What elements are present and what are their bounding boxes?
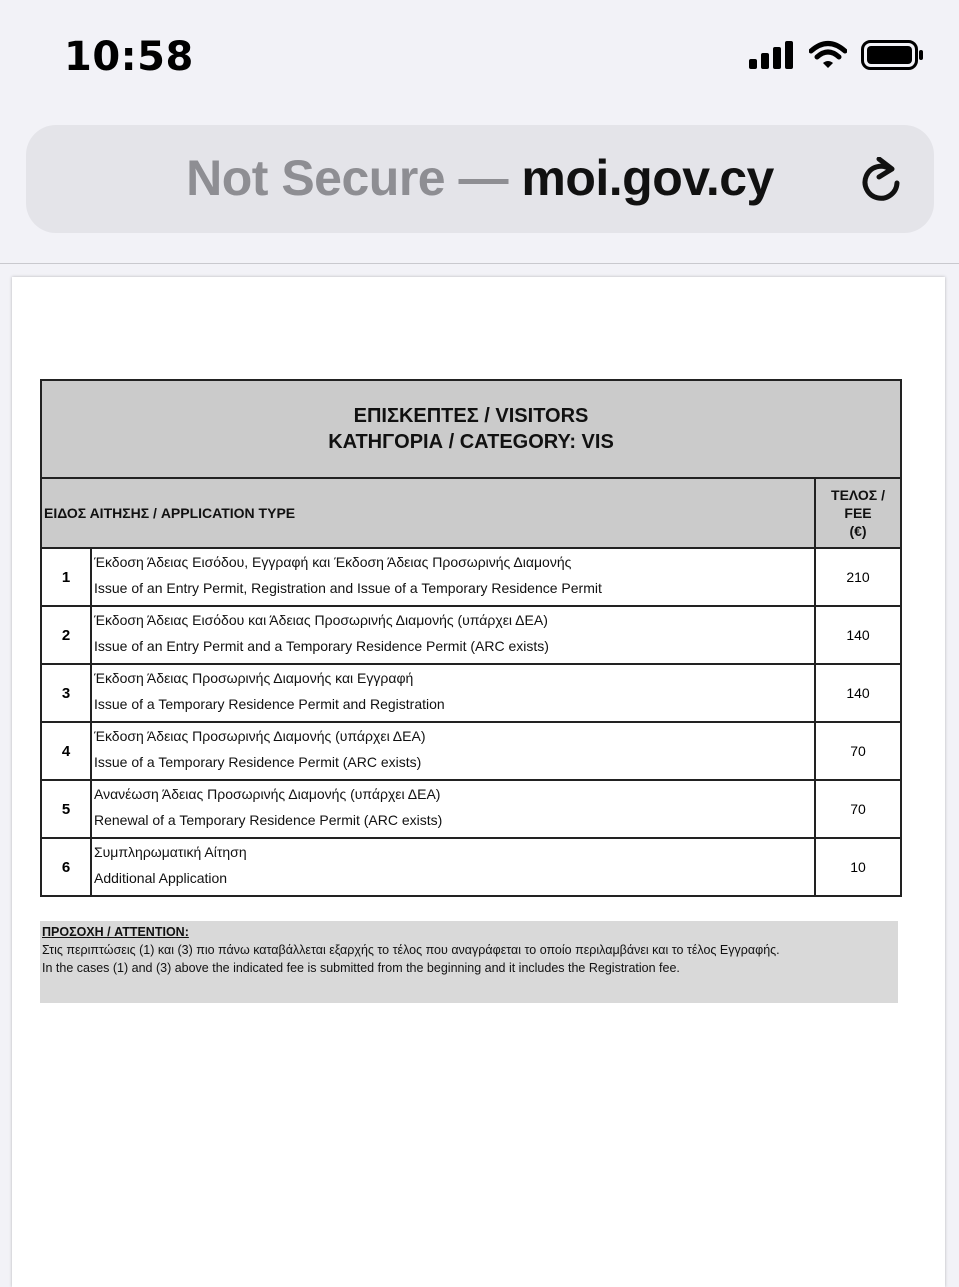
- row-english-text: Additional Application: [94, 870, 228, 886]
- row-fee: 10: [815, 838, 901, 896]
- row-description: [91, 606, 815, 664]
- reload-icon[interactable]: [860, 157, 904, 205]
- row-greek-text: Έκδοση Άδειας Εισόδου και Άδειας Προσωρινής Διαμονής (υπάρχει ΔΕΑ): [94, 612, 548, 628]
- row-english-text: Issue of a Temporary Residence Permit (ARC exists): [94, 754, 422, 770]
- row-description: [91, 548, 815, 606]
- row-number: 6: [41, 838, 91, 896]
- row-greek-text: Έκδοση Άδειας Προσωρινής Διαμονής και Εγγραφή: [94, 670, 414, 686]
- row-description: [91, 664, 815, 722]
- table-title-line2: ΚΑΤΗΓΟΡΙΑ / CATEGORY: VIS: [328, 431, 614, 453]
- row-number: 5: [41, 780, 91, 838]
- column-header-type: ΕΙΔΟΣ ΑΙΤΗΣΗΣ / APPLICATION TYPE: [41, 478, 815, 548]
- row-fee: 140: [815, 664, 901, 722]
- row-description: [91, 722, 815, 780]
- row-english-text: Issue of an Entry Permit, Registration and Issue of a Temporary Residence Permit: [94, 580, 602, 596]
- row-english-text: Issue of a Temporary Residence Permit and Registration: [94, 696, 445, 712]
- table-row: [41, 664, 901, 722]
- fee-header-line2: FEE: [844, 505, 872, 521]
- row-number: 2: [41, 606, 91, 664]
- row-greek-text: Ανανέωση Άδειας Προσωρινής Διαμονής (υπάρχει ΔΕΑ): [94, 786, 441, 802]
- toolbar-divider: [0, 263, 959, 264]
- not-secure-label: Not Secure —: [186, 150, 508, 206]
- url-domain: moi.gov.cy: [521, 150, 774, 206]
- fee-header-line3: (€): [849, 523, 867, 539]
- row-fee: 140: [815, 606, 901, 664]
- wifi-icon: [809, 40, 847, 70]
- attention-title: ΠΡΟΣΟΧΗ / ATTENTION:: [42, 925, 189, 939]
- table-row: [41, 548, 901, 606]
- table-title: [41, 380, 901, 478]
- table-row: [41, 838, 901, 896]
- table-title-line1: ΕΠΙΣΚΕΠΤΕΣ / VISITORS: [353, 405, 589, 427]
- table-row: [41, 780, 901, 838]
- status-time: 10:58: [64, 34, 194, 80]
- status-icons: [749, 40, 923, 70]
- column-header-fee: [815, 478, 901, 548]
- row-number: 4: [41, 722, 91, 780]
- document-page: [12, 277, 945, 1287]
- battery-icon: [861, 40, 923, 70]
- row-number: 1: [41, 548, 91, 606]
- table-row: [41, 606, 901, 664]
- address-bar[interactable]: [26, 125, 934, 233]
- row-english-text: Issue of an Entry Permit and a Temporary Residence Permit (ARC exists): [94, 638, 549, 654]
- row-fee: 70: [815, 780, 901, 838]
- row-description: [91, 838, 815, 896]
- row-english-text: Renewal of a Temporary Residence Permit (ARC exists): [94, 812, 443, 828]
- cellular-signal-icon: [749, 41, 795, 69]
- row-fee: 210: [815, 548, 901, 606]
- fee-table: [40, 379, 902, 897]
- row-greek-text: Έκδοση Άδειας Εισόδου, Εγγραφή και Έκδοση Άδειας Προσωρινής Διαμονής: [94, 554, 572, 570]
- url-text[interactable]: [26, 149, 934, 207]
- row-number: 3: [41, 664, 91, 722]
- attention-greek-text: Στις περιπτώσεις (1) και (3) πιο πάνω καταβάλλεται εξαρχής το τέλος που αναγράφεται το οποίο περιλαμβάνει και το τέλος Εγγραφής.: [42, 943, 780, 957]
- table-row: [41, 722, 901, 780]
- row-greek-text: Έκδοση Άδειας Προσωρινής Διαμονής (υπάρχει ΔΕΑ): [94, 728, 426, 744]
- attention-english-text: In the cases (1) and (3) above the indicated fee is submitted from the beginning and it includes the Registration fee.: [42, 961, 680, 975]
- row-description: [91, 780, 815, 838]
- status-bar: [0, 0, 959, 120]
- row-greek-text: Συμπληρωματική Αίτηση: [94, 844, 247, 860]
- attention-note: [40, 921, 898, 1003]
- fee-header-line1: ΤΕΛΟΣ /: [831, 487, 885, 503]
- row-fee: 70: [815, 722, 901, 780]
